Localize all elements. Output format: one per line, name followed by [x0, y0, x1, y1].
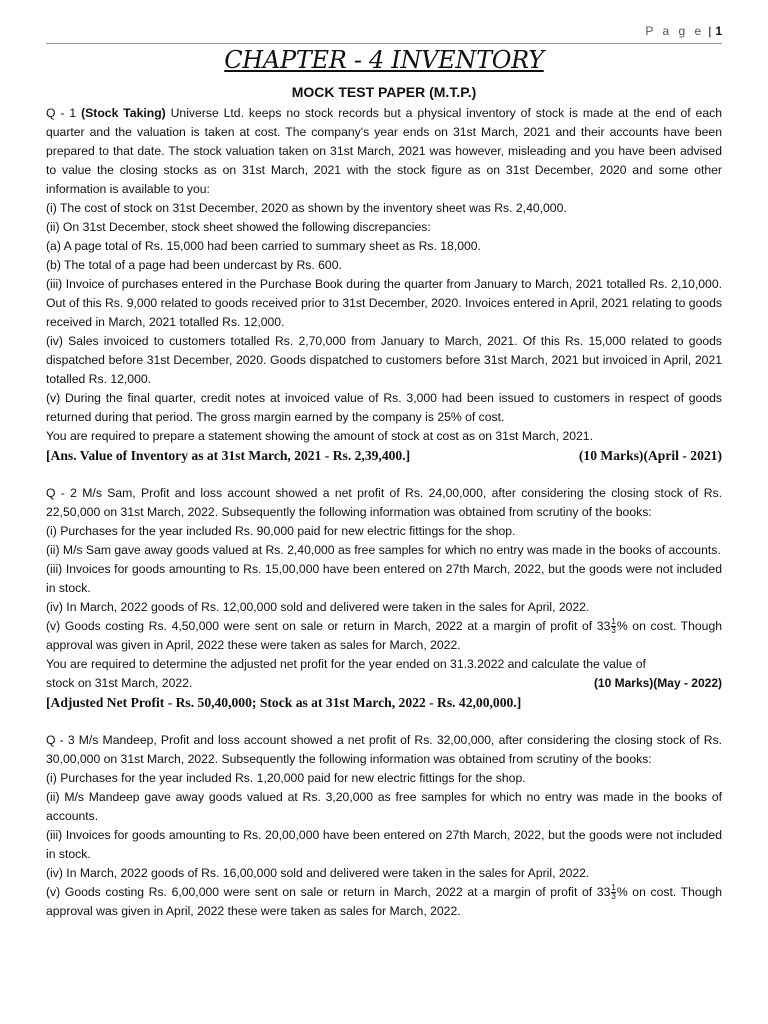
page-header: P a g e | 1	[645, 24, 722, 38]
page-label: P a g e	[645, 24, 705, 38]
question-3-line: (iii) Invoices for goods amounting to Rs. 20,00,000 have been entered on 27th March, 2022, but the goods were not included in stock.	[46, 828, 722, 861]
question-1-answer-row	[46, 446, 722, 465]
question-2-answer: [Adjusted Net Profit - Rs. 50,40,000; Stock as at 31st March, 2022 - Rs. 42,00,000.]	[46, 695, 522, 710]
question-2-requirement: You are required to determine the adjusted net profit for the year ended on 31.3.2022 and calculate the value of	[46, 657, 646, 671]
question-1-line: (b) The total of a page had been undercast by Rs. 600.	[46, 258, 342, 272]
question-2-line: (iii) Invoices for goods amounting to Rs. 15,00,000 have been entered on 27th March, 2022, but the goods were not included in stock.	[46, 562, 722, 595]
question-1-marks: (10 Marks)(April - 2021)	[578, 448, 722, 463]
question-1-answer: [Ans. Value of Inventory as at 31st March, 2021 - Rs. 2,39,400.]	[46, 448, 411, 463]
header-rule	[46, 43, 722, 44]
question-2-line-v: (v) Goods costing Rs. 4,50,000 were sent on sale or return in March, 2022 at a margin of profit of 33 $\frac{1}{3}$ % on cost. Though approval was given in April, 2022 these were taken as sales for March, 2022.	[46, 617, 723, 652]
question-1-line: (v) During the final quarter, credit notes at invoiced value of Rs. 3,000 had been issued to customers in respect of goods returned during that period. The gross margin earned by the company is 25% of cost.	[46, 391, 722, 424]
question-2-intro: Q - 2 M/s Sam, Profit and loss account showed a net profit of Rs. 24,00,000, after considering the closing stock of Rs. 22,50,000 on 31st March, 2022. Subsequently the following information was obtained from scrutiny of the books:	[46, 486, 722, 519]
document-body	[46, 104, 722, 921]
question-1-line: (iii) Invoice of purchases entered in the Purchase Book during the quarter from January to March, 2021 totalled Rs. 2,10,000. Out of this Rs. 9,000 related to goods received prior to 31st December, 2020. Invoices entered in April, 2021 relating to goods received in March, 2021 totalled Rs. 12,000.	[46, 277, 722, 329]
page-number: 1	[715, 24, 722, 38]
chapter-title: CHAPTER - 4 INVENTORY	[224, 46, 544, 74]
fraction-one-third: $\frac{1}{3}$	[611, 883, 616, 902]
question-2-line: (i) Purchases for the year included Rs. 90,000 paid for new electric fittings for the shop.	[46, 524, 516, 538]
question-3-intro: Q - 3 M/s Mandeep, Profit and loss account showed a net profit of Rs. 32,00,000, after considering the closing stock of Rs. 30,00,000 on 31st March, 2022. Subsequently the following information was obtained from scrutiny of the books:	[46, 733, 722, 766]
question-2-line: (iv) In March, 2022 goods of Rs. 12,00,000 sold and delivered were taken in the sales for April, 2022.	[46, 600, 590, 614]
question-2-line: (ii) M/s Sam gave away goods valued at Rs. 2,40,000 as free samples for which no entry was made in the books of accounts.	[46, 543, 721, 557]
question-3-line: (ii) M/s Mandeep gave away goods valued at Rs. 3,20,000 as free samples for which no entry was made in the books of accounts.	[46, 790, 722, 823]
question-3-line-v: (v) Goods costing Rs. 6,00,000 were sent on sale or return in March, 2022 at a margin of profit of 33 $\frac{1}{3}$ % on cost. Though approval was given in April, 2022 these were taken as sales for March, 2022.	[46, 883, 723, 918]
question-1-line: (a) A page total of Rs. 15,000 had been carried to summary sheet as Rs. 18,000.	[46, 239, 481, 253]
paper-subtitle: MOCK TEST PAPER (M.T.P.)	[291, 84, 477, 100]
question-1-line: (i) The cost of stock on 31st December, 2020 as shown by the inventory sheet was Rs. 2,40,000.	[46, 201, 567, 215]
question-2-requirement-row: stock on 31st March, 2022. (10 Marks)(May - 2022)	[46, 674, 722, 693]
question-1-topic: (Stock Taking)	[81, 106, 166, 120]
question-3-line: (i) Purchases for the year included Rs. 1,20,000 paid for new electric fittings for the shop.	[46, 771, 526, 785]
question-1-line: (ii) On 31st December, stock sheet showed the following discrepancies:	[46, 220, 431, 234]
question-1-line: (iv) Sales invoiced to customers totalled Rs. 2,70,000 from January to March, 2021. Of this Rs. 15,000 related to goods dispatched before 31st December, 2020. Goods dispatched to customers before 31st March, 2021 but invoiced in April, 2021 totalled Rs. 12,000.	[46, 334, 722, 386]
question-3-line: (iv) In March, 2022 goods of Rs. 16,00,000 sold and delivered were taken in the sales for April, 2022.	[46, 866, 590, 880]
question-1-line: You are required to prepare a statement showing the amount of stock at cost as on 31st March, 2021.	[46, 429, 593, 443]
question-2-marks: (10 Marks)(May - 2022)	[593, 676, 722, 690]
question-2-answer-row	[46, 693, 722, 712]
question-1-intro: Q - 1 (Stock Taking) Universe Ltd. keeps no stock records but a physical inventory of stock is made at the end of each quarter and the valuation is taken at cost. The company's year ends on 31st March, 2021 and their accounts have been prepared to that date. The stock valuation taken on 31st March, 2021 was however, misleading and you have been advised to value the closing stocks as on 31st March, 2021 with the stock figure as on 31st December, 2020 and some other information is available to you:	[46, 106, 722, 196]
fraction-one-third: $\frac{1}{3}$	[611, 617, 616, 636]
